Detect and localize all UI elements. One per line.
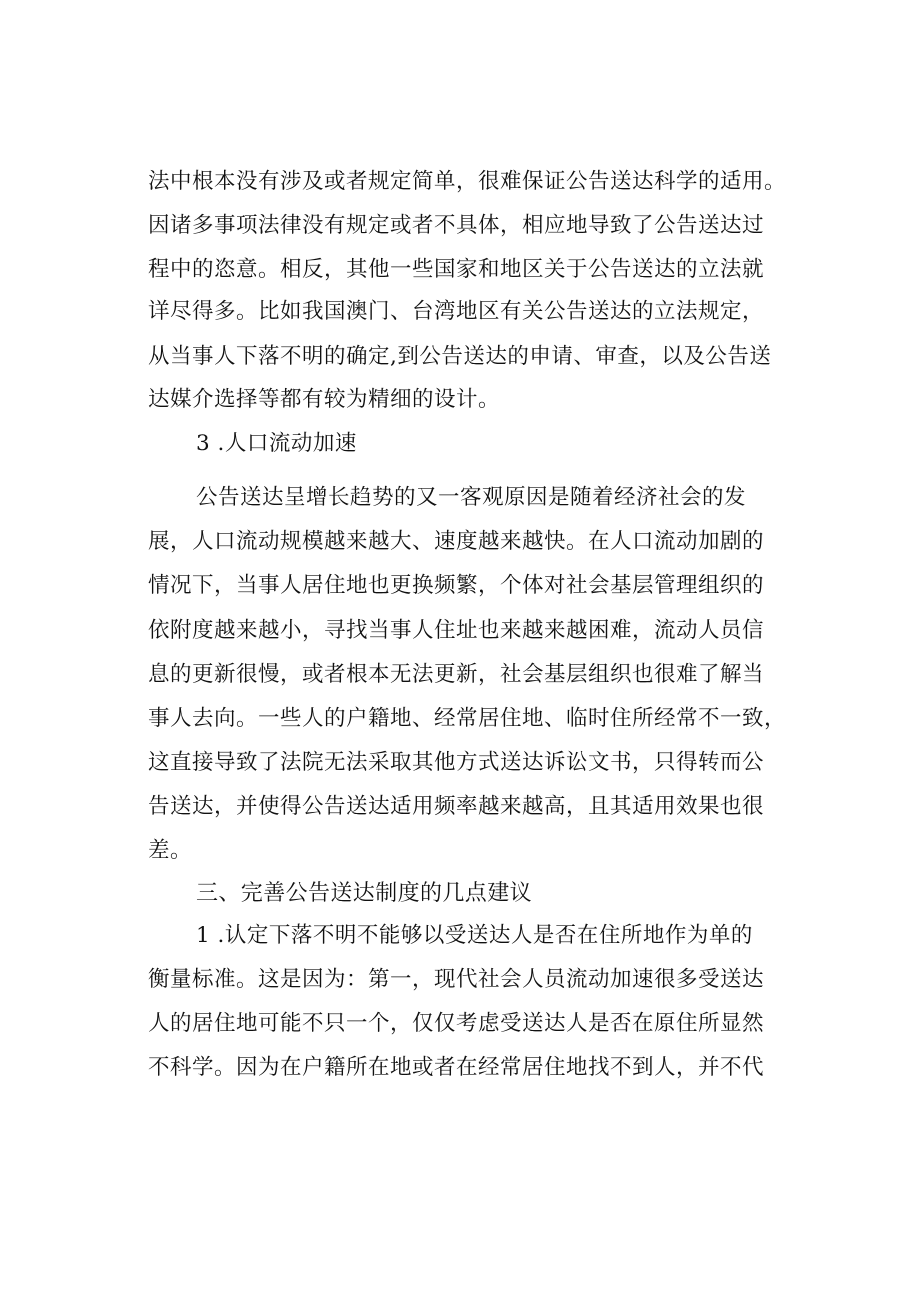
text-line: 息的更新很慢，或者根本无法更新，社会基层组织也很难了解当 [148, 662, 765, 687]
text-line: 人的居住地可能不只一个，仅仅考虑受送达人是否在原住所显然 [148, 1011, 765, 1036]
text-line: 告送达，并使得公告送达适用频率越来越高，且其适用效果也很 [148, 794, 765, 819]
text-line: 因诸多事项法律没有规定或者不具体，相应地导致了公告送达过 [148, 213, 765, 238]
text-line: 依附度越来越小，寻找当事人住址也来越来越困难，流动人员信 [148, 618, 765, 643]
text-line: 从当事人下落不明的确定,到公告送达的申请、审查，以及公告送 [148, 344, 772, 369]
text-line: 达媒介选择等都有较为精细的设计。 [148, 387, 501, 412]
section-heading: 三、完善公告送达制度的几点建议 [196, 881, 533, 906]
text-line: 公告送达呈增长趋势的又一客观原因是随着经济社会的发 [196, 485, 747, 510]
text-line: 不科学。因为在户籍所在地或者在经常居住地找不到人，并不代 [148, 1055, 765, 1080]
text-line: 情况下，当事人居住地也更换频繁，个体对社会基层管理组织的 [148, 573, 765, 598]
text-line: 法中根本没有涉及或者规定简单，很难保证公告送达科学的适用。 [148, 169, 787, 194]
text-line: 事人去向。一些人的户籍地、经常居住地、临时住所经常不一致， [148, 706, 787, 731]
text-line: 衡量标准。这是因为：第一，现代社会人员流动加速很多受送达 [148, 967, 765, 992]
text-line: 差。 [148, 838, 193, 863]
text-line: 详尽得多。比如我国澳门、台湾地区有关公告送达的立法规定， [148, 299, 765, 324]
text-line: 程中的恣意。相反，其他一些国家和地区关于公告送达的立法就 [148, 257, 765, 282]
text-line: 这直接导致了法院无法采取其他方式送达诉讼文书，只得转而公 [148, 750, 765, 775]
subheading: 3 .人口流动加速 [196, 431, 357, 456]
text-line: 展，人口流动规模越来越大、速度越来越快。在人口流动加剧的 [148, 529, 765, 554]
text-line: 1 .认定下落不明不能够以受送达人是否在住所地作为单的 [196, 923, 753, 948]
